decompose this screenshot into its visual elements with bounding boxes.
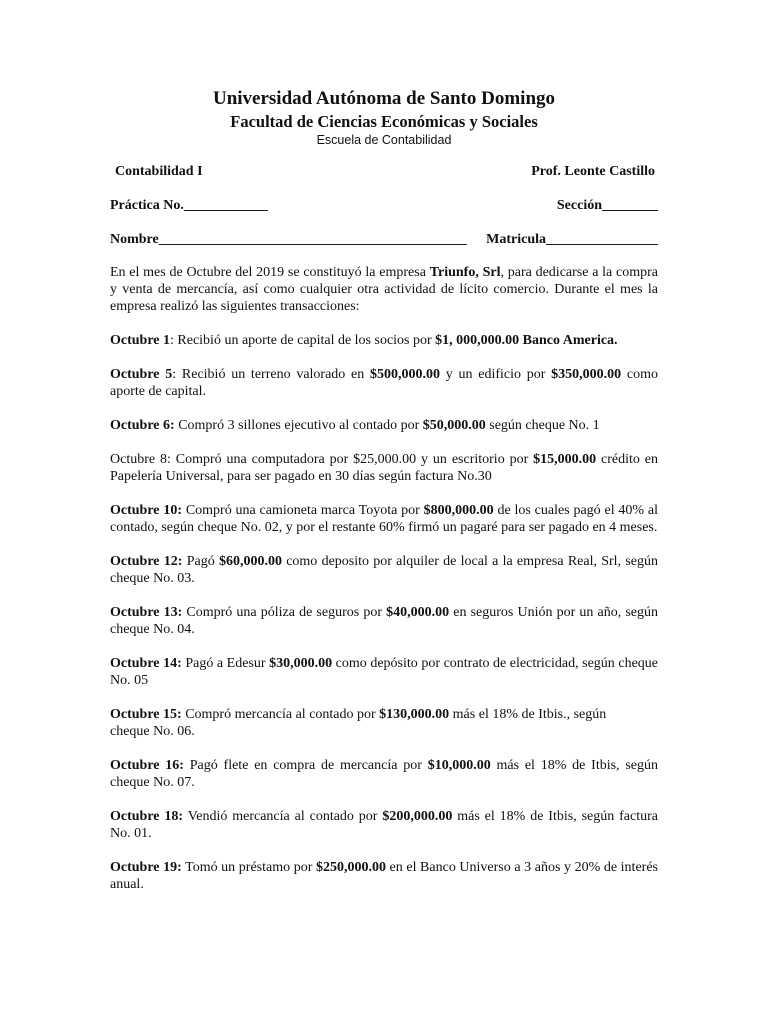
transaction-oct6	[110, 417, 658, 434]
tx-amount: $500,000.00	[370, 367, 440, 382]
transaction-oct13	[110, 604, 658, 638]
intro-text-2: , para dedicarse a la compra y venta de mercancía, así como cualquier otra actividad de lícito comercio. Durante el mes la empresa realizó las siguientes transacciones:	[110, 265, 659, 314]
company-name: Triunfo, Srl	[429, 265, 501, 280]
tx-text: : Recibió un terreno valorado en	[172, 367, 370, 382]
tx-text: como deposito por alquiler de local a la empresa Real, Srl, según cheque No. 03.	[110, 554, 658, 586]
tx-text: Compró una póliza de seguros por	[182, 605, 387, 620]
tx-text: crédito en Papelería Universal, para ser pagado en 30 días según factura No.30	[110, 452, 659, 484]
faculty-title: Facultad de Ciencias Económicas y Sociales	[230, 112, 538, 131]
transaction-oct18	[110, 808, 658, 842]
tx-text: como depósito por contrato de electricidad, según cheque No. 05	[110, 656, 659, 688]
tx-date: Octubre 6:	[110, 418, 175, 433]
transaction-oct1	[110, 332, 658, 349]
tx-amount: $130,000.00	[379, 707, 450, 722]
tx-text: Pagó a Edesur	[181, 656, 270, 671]
tx-amount: $30,000.00	[269, 656, 333, 671]
transaction-oct15	[110, 706, 658, 740]
tx-text: en el Banco Universo a 3 años y 20% de interés anual.	[110, 860, 658, 892]
tx-text: Pagó flete en compra de mercancía por	[183, 758, 428, 773]
transaction-oct19	[110, 859, 658, 893]
intro-text-1: En el mes de Octubre del 2019 se constituyó la empresa	[110, 265, 430, 280]
course-row	[110, 164, 658, 180]
tx-text: : Recibió un aporte de capital de los socios por	[170, 333, 436, 348]
tx-text: Octubre 8: Compró una computadora por $25,000.00 y un escritorio por	[110, 452, 534, 467]
tx-text: Pagó	[182, 554, 219, 569]
tx-text: Tomó un préstamo por	[181, 860, 316, 875]
tx-amount: $350,000.00	[551, 367, 622, 382]
tx-date: Octubre 1	[110, 333, 171, 348]
professor-label: Prof. Leonte Castillo	[531, 164, 655, 179]
tx-date: Octubre 5	[110, 367, 173, 382]
transaction-oct5	[110, 366, 658, 400]
name-field: Nombre____________________________________________	[110, 232, 467, 247]
tx-date: Octubre 10:	[110, 503, 182, 518]
transaction-oct8	[110, 451, 658, 485]
tx-text: Compró una camioneta marca Toyota por	[182, 503, 424, 518]
tx-amount: $200,000.00	[382, 809, 453, 824]
tx-amount: $15,000.00	[533, 452, 597, 467]
id-field: Matricula________________	[486, 232, 658, 247]
tx-amount: $800,000.00	[423, 503, 494, 518]
tx-text: más el 18% de Itbis., según	[449, 707, 607, 722]
practice-field: Práctica No.____________	[110, 198, 268, 213]
tx-date: Octubre 18:	[110, 809, 184, 824]
tx-date: Octubre 12:	[110, 554, 183, 569]
tx-text: como aporte de capital.	[110, 367, 659, 399]
transaction-oct12	[110, 553, 658, 587]
tx-text: más el 18% de Itbis, según cheque No. 07.	[110, 758, 658, 790]
tx-text: Compró 3 sillones ejecutivo al contado por	[174, 418, 423, 433]
school-title: Escuela de Contabilidad	[316, 133, 452, 147]
tx-text: según cheque No. 1	[485, 418, 600, 433]
tx-amount: $250,000.00	[315, 860, 386, 875]
tx-text: y un edificio por	[440, 367, 552, 382]
tx-text: cheque No. 06.	[110, 724, 195, 739]
tx-text: de los cuales pagó el 40% al contado, según cheque No. 02, y por el restante 60% firmó un pagaré para ser pagado en 4 meses.	[110, 503, 658, 535]
practice-row	[110, 198, 658, 214]
tx-text: más el 18% de Itbis, según factura No. 01.	[110, 809, 658, 841]
tx-date: Octubre 15:	[110, 707, 182, 722]
tx-text: Vendió mercancía al contado por	[183, 809, 383, 824]
transaction-oct14	[110, 655, 658, 689]
tx-text: en seguros Unión por un año, según cheque No. 04.	[110, 605, 658, 637]
section-field: Sección________	[556, 198, 658, 213]
tx-amount: $1, 000,000.00 Banco America.	[435, 333, 618, 348]
course-label: Contabilidad I	[115, 164, 203, 179]
tx-amount: $40,000.00	[386, 605, 450, 620]
transaction-oct10	[110, 502, 658, 536]
tx-text: Compró mercancía al contado por	[181, 707, 380, 722]
tx-date: Octubre 14:	[110, 656, 182, 671]
tx-amount: $10,000.00	[427, 758, 491, 773]
tx-date: Octubre 13:	[110, 605, 183, 620]
intro-paragraph	[110, 264, 658, 315]
tx-amount: $60,000.00	[218, 554, 282, 569]
tx-date: Octubre 19:	[110, 860, 182, 875]
transaction-oct16	[110, 757, 658, 791]
tx-date: Octubre 16:	[110, 758, 184, 773]
name-row	[110, 232, 658, 248]
university-title: Universidad Autónoma de Santo Domingo	[212, 88, 556, 109]
tx-amount: $50,000.00	[422, 418, 486, 433]
